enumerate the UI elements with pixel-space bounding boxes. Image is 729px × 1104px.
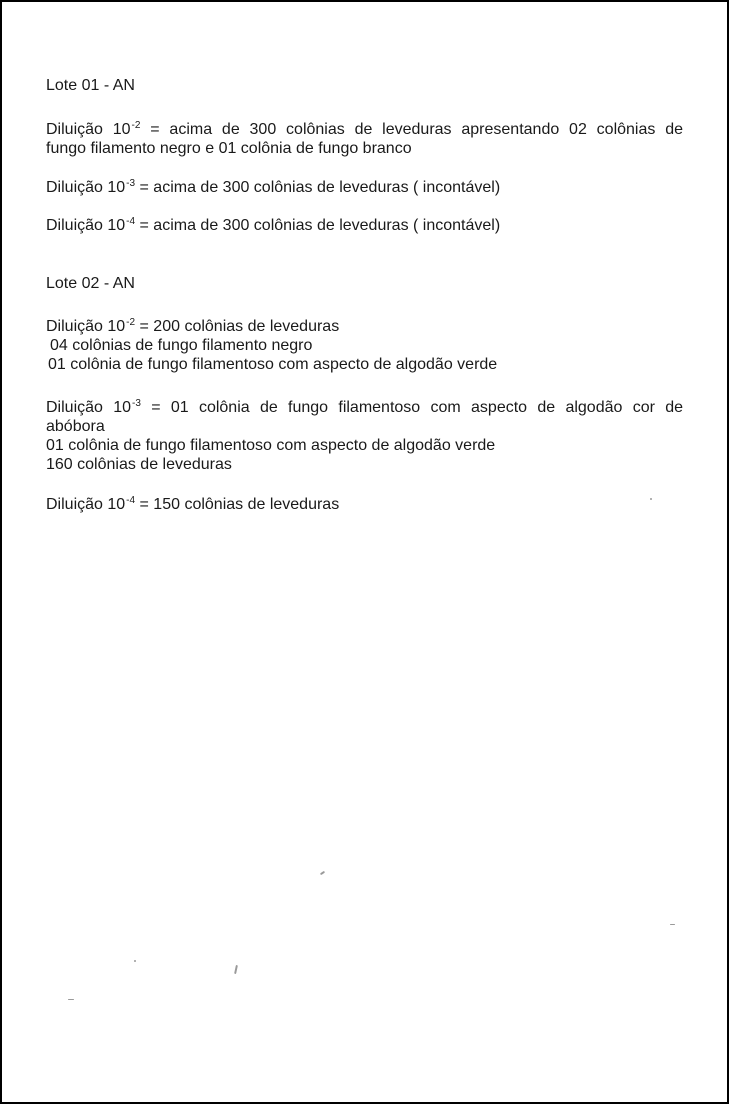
lote-02-dilution-3: [46, 398, 683, 474]
scan-speck: [670, 924, 675, 925]
lote-01-dilution-4: Diluição $10^{-4}$ = acima de 300 colônias de leveduras ( incontável): [46, 216, 501, 234]
scan-speck: [134, 960, 136, 962]
scan-speck: [320, 871, 325, 876]
lote-01-dilution-2-line2: fungo filamento negro e 01 colônia de fungo branco: [46, 140, 412, 157]
lote-02-dilution-2: Diluição $10^{-2} = 200$ colônias de leveduras 04 colônias de fungo filamento negro 01 colônia de fungo filamentoso com aspecto de algodão verde: [46, 317, 683, 374]
lote-02-dilution-4: Diluição $10^{-4} = 150$ colônias de leveduras: [46, 495, 340, 513]
scan-speck: [650, 498, 652, 500]
lote-02-dilution-3-line1: Diluição $10^{-3} = 01$ colônia de fungo filamentoso com aspecto de algodão cor de: [46, 398, 684, 416]
lote-02-dilution-3-line2: abóbora: [46, 418, 105, 435]
scan-speck: [234, 965, 238, 974]
lote-02-dilution-3-item2: 160 colônias de leveduras: [46, 456, 232, 473]
lote-01-dilution-3: Diluição $10^{-3}$ = acima de 300 colônias de leveduras ( incontável): [46, 178, 501, 196]
lote-02-dilution-2-item1: 04 colônias de fungo filamento negro: [50, 337, 313, 354]
lote-01-dilution-2-line1: Diluição $10^{-2}$ = acima de 300 colônias de leveduras apresentando 02 colônias de: [46, 120, 683, 138]
lote-01-dilution-2: [46, 120, 683, 158]
lote-01-heading: Lote 01 - AN: [46, 77, 135, 94]
lote-02-dilution-3-item1: 01 colônia de fungo filamentoso com aspecto de algodão verde: [46, 437, 496, 454]
lote-02-heading: Lote 02 - AN: [46, 275, 135, 292]
lote-02-dilution-2-item2: 01 colônia de fungo filamentoso com aspecto de algodão verde: [48, 356, 498, 373]
scan-speck: [68, 999, 74, 1000]
